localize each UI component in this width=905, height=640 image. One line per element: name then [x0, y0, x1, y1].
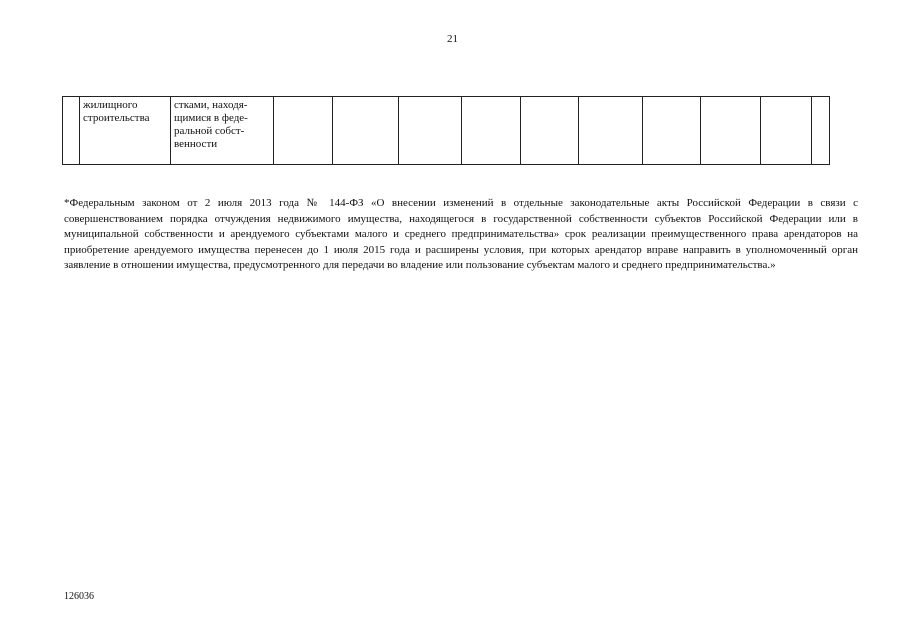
document-code: 126036	[64, 591, 94, 602]
table-cell	[761, 97, 812, 165]
table-cell	[643, 97, 701, 165]
table-cell	[63, 97, 80, 165]
table-cell	[521, 97, 579, 165]
page-number: 21	[447, 33, 458, 45]
table-cell	[701, 97, 761, 165]
table-cell	[274, 97, 333, 165]
footnote: *Федеральным законом от 2 июля 2013 года № 144-ФЗ «О внесении изменений в отдельные законодательные акты Российской Федерации в связи с совершенствованием порядка отчуждения недвижимого имущества, находящегося в государственной собственности субъектов Российской Федерации или в муниципальной собственности и арендуемого субъектами малого и среднего предпринимательства» срок реализации преимущественного права арендаторов на приобретение арендуемого имущества перенесен до 1 июля 2015 года и расширены условия, при которых арендатор вправе направить в уполномоченный орган заявление в отношении имущества, предусмотренного для передачи во владение или пользование субъектам малого и среднего предпринимательства.»	[64, 197, 858, 271]
continuation-table	[62, 96, 830, 165]
table-cell	[462, 97, 521, 165]
table-cell	[333, 97, 399, 165]
table-row	[63, 97, 830, 165]
table-cell	[399, 97, 462, 165]
table-cell-land-description: стками, находя-щимися в феде-ральной собст-венности	[171, 97, 274, 165]
table-cell-purpose: жилищного строительства	[80, 97, 171, 165]
table-cell	[812, 97, 830, 165]
table-cell	[579, 97, 643, 165]
